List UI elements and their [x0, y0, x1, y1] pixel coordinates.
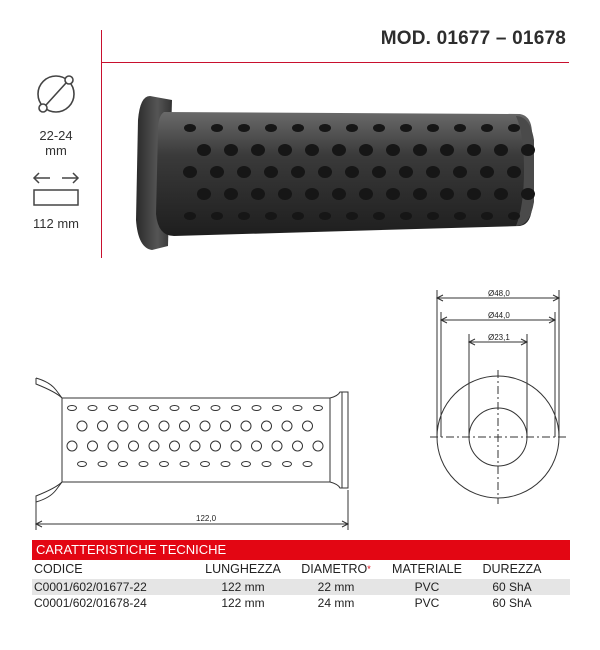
cell-lunghezza: 122 mm: [221, 580, 265, 594]
drawing-hole: [170, 441, 180, 451]
drawing-hole: [232, 406, 241, 411]
dimension-d48: Ø48,0: [488, 289, 510, 298]
drawing-hole: [282, 421, 292, 431]
col-codice: CODICE: [34, 562, 83, 576]
cell-materiale: PVC: [414, 580, 440, 594]
drawing-hole: [314, 406, 323, 411]
drawing-hole: [170, 406, 179, 411]
drawing-hole: [180, 462, 189, 467]
drawing-hole: [98, 421, 108, 431]
spec-table: [32, 540, 570, 611]
drawing-hole: [303, 421, 313, 431]
dimension-length: 122,0: [196, 514, 217, 523]
dimension-d23: Ø23,1: [488, 333, 510, 342]
drawing-hole: [201, 462, 210, 467]
drawing-hole: [109, 406, 118, 411]
drawing-hole: [221, 421, 231, 431]
drawing-hole: [88, 441, 98, 451]
drawing-hole: [159, 421, 169, 431]
drawing-hole: [150, 406, 159, 411]
drawing-hole: [303, 462, 312, 467]
col-materiale: MATERIALE: [392, 562, 462, 576]
drawing-hole: [200, 421, 210, 431]
col-diametro: [300, 560, 372, 579]
drawing-hole: [180, 421, 190, 431]
drawing-hole: [190, 441, 200, 451]
cell-codice: C0001/602/01678-24: [34, 596, 147, 610]
cell-materiale: PVC: [414, 596, 440, 610]
drawing-hole: [293, 406, 302, 411]
drawing-hole: [242, 462, 251, 467]
diameter-value-text: 22-24 mm: [39, 128, 73, 158]
drawing-hole: [77, 421, 87, 431]
drawing-hole: [118, 421, 128, 431]
drawing-hole: [241, 421, 251, 431]
drawing-hole: [108, 441, 118, 451]
dimension-d44: Ø44,0: [488, 311, 510, 320]
drawing-hole: [283, 462, 292, 467]
drawing-hole: [272, 441, 282, 451]
drawing-hole: [211, 406, 220, 411]
drawing-hole: [139, 462, 148, 467]
cell-diametro: 24 mm: [317, 596, 355, 610]
drawing-hole: [252, 441, 262, 451]
drawing-hole: [149, 441, 159, 451]
col-durezza: DUREZZA: [482, 562, 542, 576]
drawing-hole: [313, 441, 323, 451]
table-header-row: [32, 560, 570, 579]
drawing-hole: [129, 441, 139, 451]
cell-durezza: 60 ShA: [492, 596, 532, 610]
table-row: [32, 579, 570, 595]
drawing-hole: [262, 421, 272, 431]
col-diametro-label: DIAMETRO: [301, 562, 368, 576]
drawing-hole: [252, 406, 261, 411]
drawing-hole: [129, 406, 138, 411]
drawing-hole: [262, 462, 271, 467]
length-value: 112 mm: [33, 216, 79, 231]
col-lunghezza: LUNGHEZZA: [205, 562, 281, 576]
model-title: MOD. 01677 – 01678: [380, 28, 566, 49]
drawing-hole: [68, 406, 77, 411]
drawing-hole: [139, 421, 149, 431]
drawing-hole: [88, 406, 97, 411]
drawing-hole: [98, 462, 107, 467]
drawing-hole: [221, 462, 230, 467]
table-title: CARATTERISTICHE TECNICHE: [32, 540, 570, 560]
drawing-hole: [78, 462, 87, 467]
drawing-hole: [119, 462, 128, 467]
cell-lunghezza: 122 mm: [221, 596, 265, 610]
drawing-hole: [160, 462, 169, 467]
drawing-hole: [67, 441, 77, 451]
cell-durezza: 60 ShA: [492, 580, 532, 594]
diametro-note-mark: *: [367, 564, 371, 574]
drawing-hole: [293, 441, 303, 451]
drawing-hole: [273, 406, 282, 411]
drawing-hole: [211, 441, 221, 451]
table-row: [32, 595, 570, 611]
cell-codice: C0001/602/01677-22: [34, 580, 147, 594]
drawing-hole: [231, 441, 241, 451]
cell-diametro: 22 mm: [317, 580, 355, 594]
drawing-hole: [191, 406, 200, 411]
